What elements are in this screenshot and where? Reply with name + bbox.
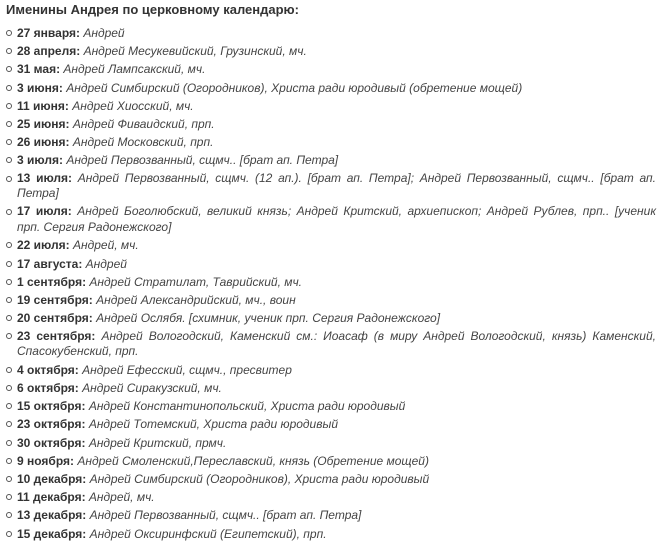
item-text: Андрей Симбирский (Огородников), Христа ради юродивый (обретение мощей) <box>66 80 523 95</box>
bullet-icon <box>6 66 12 72</box>
bullet-icon <box>6 440 12 446</box>
item-date: 23 сентября: <box>17 328 96 343</box>
item-date: 30 октября: <box>17 435 86 450</box>
bullet-icon <box>6 30 12 36</box>
item-date: 15 декабря: <box>17 526 87 541</box>
item-text: Андрей Симбирский (Огородников), Христа ради юродивый <box>89 471 430 486</box>
item-date: 19 сентября: <box>17 292 93 307</box>
item-date: 22 июля: <box>17 238 70 253</box>
bullet-icon <box>6 403 12 409</box>
bullet-icon <box>6 531 12 537</box>
item-text: Андрей, мч. <box>72 238 139 253</box>
list-item <box>6 255 656 273</box>
list-item <box>6 397 656 415</box>
list-item <box>6 506 656 524</box>
item-date: 13 декабря: <box>17 508 87 523</box>
item-date: 13 июля: <box>17 170 73 185</box>
bullet-icon <box>6 512 12 518</box>
bullet-icon <box>6 385 12 391</box>
bullet-icon <box>6 279 12 285</box>
item-date: 17 августа: <box>17 256 83 271</box>
item-text: Андрей Месукевийский, Грузинский, мч. <box>83 44 307 59</box>
list-item <box>6 97 656 115</box>
item-text: Андрей Сиракузский, мч. <box>82 380 222 395</box>
list-item <box>6 470 656 488</box>
item-text: Андрей Хиосский, мч. <box>72 98 194 113</box>
list-item <box>6 434 656 452</box>
list-item <box>6 60 656 78</box>
list-item <box>6 361 656 379</box>
name-days-list <box>6 24 656 543</box>
bullet-icon <box>6 48 12 54</box>
list-item <box>6 236 656 254</box>
list-item <box>6 24 656 42</box>
list-item <box>6 115 656 133</box>
list-item <box>6 42 656 60</box>
bullet-icon <box>6 476 12 482</box>
bullet-icon <box>6 333 12 339</box>
item-text: Андрей Боголюбский, великий князь; Андрей Критский, архиепископ; Андрей Рублев, прп.. [ученик прп. Сергия Радонежского] <box>17 204 656 234</box>
item-date: 17 июля: <box>17 204 72 219</box>
item-date: 25 июня: <box>17 117 70 132</box>
item-text: Андрей Первозванный, сщмч. (12 ап.). [брат ап. Петра]; Андрей Первозванный, сщмч.. [брат ап. Петра] <box>17 170 656 201</box>
list-item <box>6 525 656 543</box>
list-item <box>6 203 656 236</box>
bullet-icon <box>6 315 12 321</box>
bullet-icon <box>6 494 12 500</box>
list-item <box>6 309 656 327</box>
bullet-icon <box>6 209 12 215</box>
list-item <box>6 291 656 309</box>
name-days-document <box>6 2 656 543</box>
item-date: 4 октября: <box>17 362 79 377</box>
list-item <box>6 452 656 470</box>
item-date: 3 июня: <box>17 80 63 95</box>
item-text: Андрей Московский, прп. <box>72 135 214 150</box>
list-item <box>6 415 656 433</box>
item-text: Андрей Первозванный, сщмч.. [брат ап. Петра] <box>89 508 362 523</box>
item-date: 11 июня: <box>17 98 69 113</box>
item-date: 3 июля: <box>17 153 63 168</box>
item-text: Андрей Первозванный, сщмч.. [брат ап. Петра] <box>66 153 339 168</box>
item-text: Андрей Вологодский, Каменский см.: Иоасаф (в миру Андрей Вологодский, князь) Каменский, Спасокубенский, прп. <box>17 328 656 359</box>
list-item <box>6 151 656 169</box>
list-item <box>6 379 656 397</box>
item-text: Андрей, мч. <box>88 490 155 505</box>
item-date: 27 января: <box>17 26 80 40</box>
item-date: 23 октября: <box>17 417 86 432</box>
item-text: Андрей Константинопольский, Христа ради юродивый <box>88 399 406 414</box>
bullet-icon <box>6 261 12 267</box>
item-date: 31 мая: <box>17 62 61 77</box>
item-date: 15 октября: <box>17 399 86 414</box>
item-date: 6 октября: <box>17 380 79 395</box>
item-text: Андрей Тотемский, Христа ради юродивый <box>88 417 338 432</box>
item-date: 11 декабря: <box>17 490 86 505</box>
list-item <box>6 133 656 151</box>
item-date: 26 июня: <box>17 135 70 150</box>
bullet-icon <box>6 297 12 303</box>
item-date: 9 ноября: <box>17 453 75 468</box>
bullet-icon <box>6 103 12 109</box>
item-text: Андрей Ефесский, сщмч., пресвитер <box>82 362 292 377</box>
bullet-icon <box>6 157 12 163</box>
item-text: Андрей Фиваидский, прп. <box>72 117 215 132</box>
item-date: 28 апреля: <box>17 44 81 59</box>
item-text: Андрей Лампсакский, мч. <box>63 62 206 77</box>
list-item <box>6 273 656 291</box>
bullet-icon <box>6 176 12 182</box>
bullet-icon <box>6 367 12 373</box>
item-text: Андрей <box>83 26 125 40</box>
bullet-icon <box>6 85 12 91</box>
item-text: Андрей Смоленский,Переславский, князь (Обретение мощей) <box>77 453 429 468</box>
bullet-icon <box>6 458 12 464</box>
bullet-icon <box>6 139 12 145</box>
item-text: Андрей Критский, прмч. <box>88 435 227 450</box>
item-text: Андрей Александрийский, мч., воин <box>96 292 296 307</box>
item-text: Андрей <box>85 256 127 271</box>
item-text: Андрей Ослябя. [схимник, ученик прп. Сергия Радонежского] <box>96 311 441 326</box>
item-text: Андрей Оксиринфский (Египетский), прп. <box>89 526 327 541</box>
list-item <box>6 170 656 203</box>
bullet-icon <box>6 121 12 127</box>
bullet-icon <box>6 242 12 248</box>
item-text: Андрей Стратилат, Таврийский, мч. <box>89 274 303 289</box>
item-date: 1 сентября: <box>17 274 87 289</box>
bullet-icon <box>6 421 12 427</box>
page-title: Именины Андрея по церковному календарю: <box>6 2 299 17</box>
item-date: 20 сентября: <box>17 311 93 326</box>
list-item <box>6 327 656 360</box>
list-item <box>6 488 656 506</box>
item-date: 10 декабря: <box>17 471 87 486</box>
list-item <box>6 79 656 97</box>
